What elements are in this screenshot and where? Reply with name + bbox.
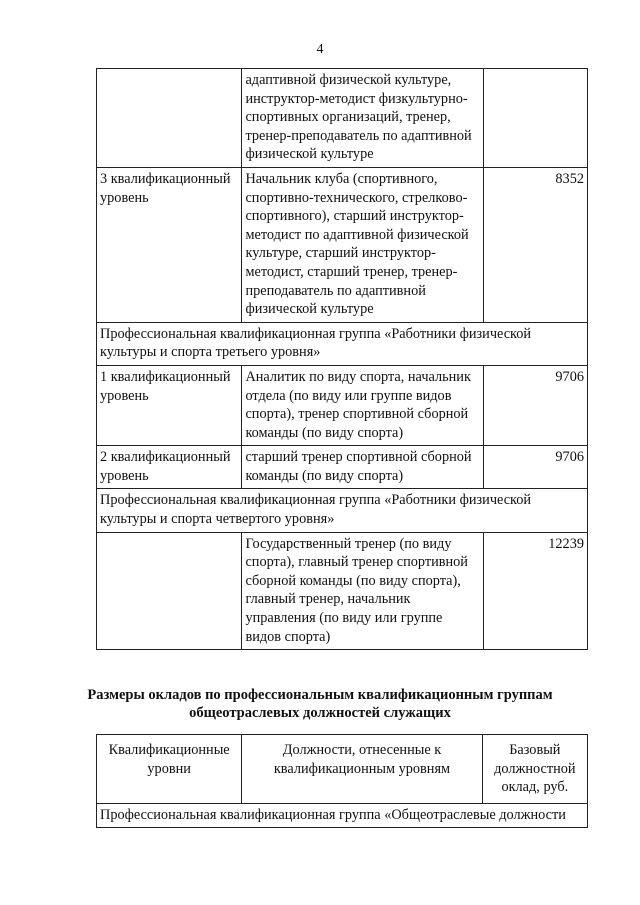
salary-table-general [96, 734, 588, 828]
section-heading-line2: общеотраслевых должностей служащих [189, 705, 451, 721]
section-heading [0, 686, 640, 722]
table-row [97, 167, 588, 322]
salary-table-sports [96, 68, 588, 650]
positions-cell: старший тренер спортивной сборной команды (по виду спорта) [242, 446, 483, 489]
positions-cell: Аналитик по виду спорта, начальник отдела (по виду или группе видов спорта), тренер спортивной сборной команды (по виду спорта) [242, 365, 483, 445]
header-salary: Базовый должностной оклад, руб. [482, 735, 587, 804]
level-cell: 3 квалификационный уровень [97, 167, 242, 322]
group-row [97, 803, 588, 828]
group-row [97, 489, 588, 532]
positions-cell: Начальник клуба (спортивного, спортивно-технического, стрелково-спортивного), старший инструктор-методист по адаптивной физической культуре, старший инструктор-методист, старший тренер, тренер-преподаватель по адаптивной физической культуре [242, 167, 483, 322]
header-positions: Должности, отнесенные к квалификационным уровням [242, 735, 482, 804]
level-cell [97, 69, 242, 168]
positions-cell: Государственный тренер (по виду спорта), главный тренер спортивной сборной команды (по виду спорта), главный тренер, начальник управления (по виду или группе видов спорта) [242, 532, 483, 650]
group-title: Профессиональная квалификационная группа «Общеотраслевые должности [97, 803, 588, 828]
table-row [97, 365, 588, 445]
level-cell [97, 532, 242, 650]
table-header-row [97, 735, 588, 804]
group-title: Профессиональная квалификационная группа «Работники физической культуры и спорта третьего уровня» [97, 322, 588, 365]
salary-cell: 9706 [483, 446, 587, 489]
salary-cell [483, 69, 587, 168]
salary-cell: 8352 [483, 167, 587, 322]
level-cell: 1 квалификационный уровень [97, 365, 242, 445]
salary-table-body [97, 69, 588, 650]
table-row [97, 69, 588, 168]
level-cell: 2 квалификационный уровень [97, 446, 242, 489]
table-row [97, 446, 588, 489]
salary-cell: 9706 [483, 365, 587, 445]
salary-cell: 12239 [483, 532, 587, 650]
table-row [97, 532, 588, 650]
group-row [97, 322, 588, 365]
page-number: 4 [316, 42, 324, 57]
positions-cell: адаптивной физической культуре, инструктор-методист физкультурно-спортивных организаций, тренер, тренер-преподаватель по адаптивной физической культуре [242, 69, 483, 168]
section-heading-line1: Размеры окладов по профессиональным квалификационным группам [87, 687, 553, 703]
header-levels: Квалификационные уровни [97, 735, 242, 804]
group-title: Профессиональная квалификационная группа «Работники физической культуры и спорта четвертого уровня» [97, 489, 588, 532]
